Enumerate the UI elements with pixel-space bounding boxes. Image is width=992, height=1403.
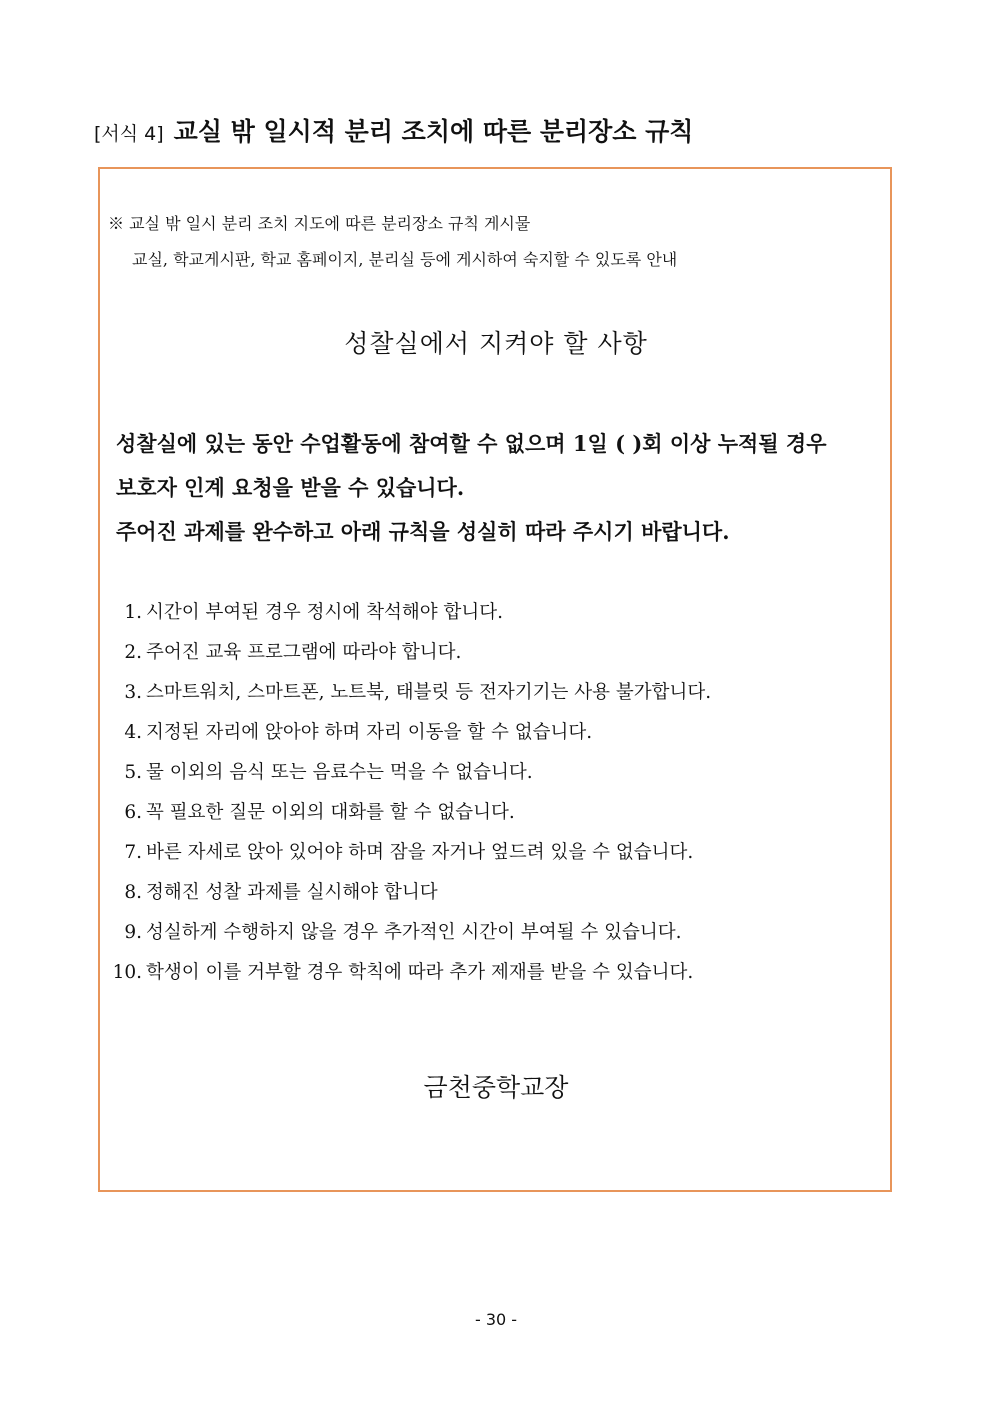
rule-item [108,793,711,833]
form-title [94,112,693,148]
rule-text: 성실하게 수행하지 않을 경우 추가적인 시간이 부여될 수 있습니다. [146,922,682,943]
rule-item [108,753,711,793]
rule-number: 10. [112,962,142,983]
rule-number: 1. [124,602,142,623]
notice-line-2: 교실, 학교게시판, 학교 홈페이지, 분리실 등에 게시하여 숙지할 수 있도록 안내 [132,250,678,269]
rule-number: 2. [124,642,142,663]
rule-text: 꼭 필요한 질문 이외의 대화를 할 수 없습니다. [146,802,515,823]
notice-line-1: ※ 교실 밖 일시 분리 조치 지도에 따른 분리장소 규칙 게시물 [108,214,531,233]
rules-list [108,593,711,993]
rule-text: 지정된 자리에 앉아야 하며 자리 이동을 할 수 없습니다. [146,722,593,743]
rule-text: 정해진 성찰 과제를 실시해야 합니다 [146,882,438,903]
rule-number: 5. [124,762,142,783]
rule-item [108,713,711,753]
page-number: - 30 - [474,1310,518,1329]
rule-item [108,833,711,873]
form-tag: [서식 4] [94,123,164,145]
rule-text: 스마트워치, 스마트폰, 노트북, 태블릿 등 전자기기는 사용 불가합니다. [146,682,712,703]
rule-text: 물 이외의 음식 또는 음료수는 먹을 수 없습니다. [146,762,533,783]
rule-text: 학생이 이를 거부할 경우 학칙에 따라 추가 제재를 받을 수 있습니다. [146,962,694,983]
rule-text: 바른 자세로 앉아 있어야 하며 잠을 자거나 엎드려 있을 수 없습니다. [146,842,694,863]
rule-number: 9. [124,922,142,943]
rule-text: 주어진 교육 프로그램에 따라야 합니다. [146,642,462,663]
rule-item [108,673,711,713]
rule-number: 6. [124,802,142,823]
posting-notice [108,206,677,278]
rule-item [108,593,711,633]
rule-number: 8. [124,882,142,903]
intro-paragraph [116,422,827,554]
rule-number: 7. [124,842,142,863]
principal-signature: 금천중학교장 [423,1073,569,1102]
rule-number: 3. [124,682,142,703]
rule-number: 4. [124,722,142,743]
rule-item [108,873,711,913]
rule-item [108,633,711,673]
form-title-text: 교실 밖 일시적 분리 조치에 따른 분리장소 규칙 [173,117,694,146]
rules-heading: 성찰실에서 지켜야 할 사항 [344,329,648,358]
intro-line-3: 주어진 과제를 완수하고 아래 규칙을 성실히 따라 주시기 바랍니다. [116,519,730,544]
rule-text: 시간이 부여된 경우 정시에 착석해야 합니다. [146,602,503,623]
intro-line-1: 성찰실에 있는 동안 수업활동에 참여할 수 없으며 1일 ( )회 이상 누적될 경우 [116,431,827,456]
rule-item [108,953,711,993]
rule-item [108,913,711,953]
intro-line-2: 보호자 인계 요청을 받을 수 있습니다. [116,475,465,500]
